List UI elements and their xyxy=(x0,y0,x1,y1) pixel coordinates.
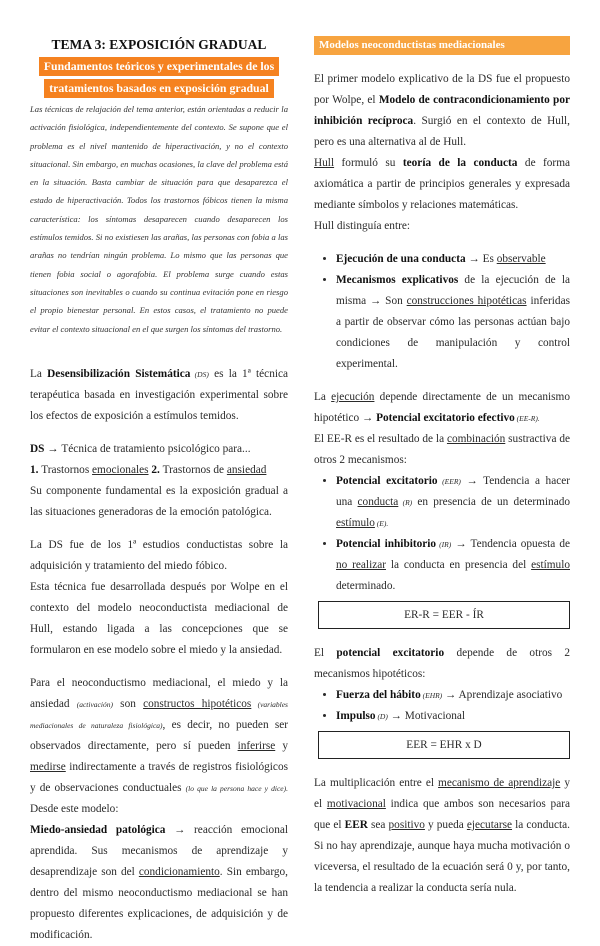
text-run: depende directamente de un mecanismo hipotético → xyxy=(314,391,570,424)
text-run: Para el neoconductismo mediacional, el miedo y la ansiedad xyxy=(30,676,288,710)
underlined-text: constructos hipotéticos xyxy=(143,697,252,710)
text-run: son xyxy=(112,697,144,710)
underlined-text: positivo xyxy=(388,819,425,831)
text-run: La DS fue de los 1ª estudios conductistas sobre la adquisición y tratamiento del miedo fóbico. xyxy=(30,538,288,572)
bold-text: 2. xyxy=(151,463,163,476)
text-run: → Es xyxy=(465,253,497,265)
underlined-text: estímulo xyxy=(531,559,570,571)
text-run: de la ejecución de la misma → Son xyxy=(336,274,571,307)
bold-text: 1. xyxy=(30,463,42,476)
intro-paragraph xyxy=(30,100,288,338)
potential-list xyxy=(314,471,570,597)
text-run: y pueda xyxy=(424,819,467,831)
annotation-text: (lo que la persona hace y dice). xyxy=(185,783,288,793)
bold-text: potencial excitatorio xyxy=(336,647,445,659)
text-run: formuló su xyxy=(334,157,403,169)
formula-box-2: EER = EHR x D xyxy=(318,731,570,759)
underlined-text: inferirse xyxy=(237,739,276,752)
ds-component xyxy=(30,481,288,523)
text-run: Trastornos xyxy=(41,463,93,476)
text-run: El primer modelo explicativo de la DS fue el propuesto por Wolpe, el xyxy=(314,73,570,106)
underlined-text: observable xyxy=(496,253,546,265)
text-run: La xyxy=(314,391,332,403)
excitatory-paragraph xyxy=(314,643,570,685)
text-run: y el xyxy=(314,777,570,810)
execution-paragraph xyxy=(314,387,570,471)
text-run: Las técnicas de relajación del tema anterior, están orientadas a reducir la activación fisiológica, independientemente del contexto. Se supone que el problema es el nivel mantenido de hiperactivación, y no el contexto situacional. Sin embargo, en muchas ocasiones, la clave del problema está en la situación. Basta cambiar de situación para que desaparezca el estado de hiperactivación. Todos los trastornos fóbicos tienen la misma característica: los síntomas desaparecen cuando desaparecen los estímulos temidos. Si no existiesen las arañas, las personas con fobia a las arañas no tendrían ningún problema. Lo mismo que las personas que tienen fobia social o agorafobia. El problema surge cuando estas situaciones son inevitables o cuando su continua evitación pone en riesgo el propio bienestar personal. En estos casos, el tratamiento no puede evitar el contexto situacional en el que surgen los síntomas del trastorno. xyxy=(30,104,288,334)
text-run: El EE-R es el resultado de la xyxy=(314,433,447,445)
text-run: → Aprendizaje asociativo xyxy=(442,689,563,701)
text-run: es la 1ª técnica terapéutica basada en investigación experimental sobre los efectos de exposición a estímulos temidos. xyxy=(30,367,289,422)
text-run: La multiplicación entre el xyxy=(314,777,439,789)
bold-text: teoría de la conducta xyxy=(402,157,518,169)
list-item xyxy=(336,471,570,534)
bold-text: Fuerza del hábito xyxy=(336,689,421,701)
list-item xyxy=(336,706,570,727)
annotation-text: (EER) xyxy=(437,477,461,486)
text-run: Hull distinguía entre: xyxy=(314,220,411,232)
text-run: sea xyxy=(367,819,389,831)
underlined-text: medirse xyxy=(30,760,66,773)
ds-definition xyxy=(30,364,288,427)
underlined-text: estímulo xyxy=(336,517,375,529)
underlined-text: no realizar xyxy=(336,559,386,571)
hull-list xyxy=(314,249,570,375)
text-run: Técnica de tratamiento psicológico para... xyxy=(61,442,251,455)
annotation-text: (EHR) xyxy=(420,691,443,700)
bold-text: Potencial excitatorio efectivo xyxy=(376,412,515,424)
section-banner-1: Fundamentos teóricos y experimentales de los xyxy=(39,57,279,76)
habit-list xyxy=(314,685,570,727)
text-run: El xyxy=(314,647,337,659)
annotation-text: (E). xyxy=(374,519,389,528)
text-run: → Tendencia opuesta de xyxy=(451,538,570,550)
annotation-text: (variables mediacionales de naturaleza fisiológica) xyxy=(30,699,288,730)
annotation-text: (activación) xyxy=(76,699,113,709)
neoconductism-paragraph xyxy=(30,673,288,946)
text-run: . Surgió en el contexto de Hull, pero es una alternativa al de Hull. xyxy=(314,115,570,148)
text-run: determinado. xyxy=(336,580,396,592)
text-run: la conducta en presencia del xyxy=(386,559,532,571)
bold-text: Modelo de contracondicionamiento por inhibición recíproca xyxy=(314,94,570,127)
bullet-list xyxy=(314,471,570,597)
bold-text: Potencial excitatorio xyxy=(336,475,438,487)
text-run: . Sin embargo, dentro del mismo neoconductismo mediacional se han propuesto diferentes explicaciones, de adquisición y de modificación. xyxy=(30,865,288,941)
text-run: indirectamente a través de registros fisiológicos y de observaciones conductuales xyxy=(30,760,288,794)
right-column xyxy=(314,36,570,899)
bold-text: DS → xyxy=(30,442,62,455)
underlined-text: ejecución xyxy=(331,391,375,403)
bold-text: Impulso xyxy=(336,710,376,722)
annotation-text: (EE-R). xyxy=(514,414,540,423)
text-run: inferidas a partir de observar cómo las personas actúan bajo condiciones de manipulación y control experimental. xyxy=(336,295,570,370)
text-run: la conducta. Si no hay aprendizaje, aunque haya mucha motivación o viceversa, el resultado de la ecuación será 0 y, por tanto, la tendencia a realizar la conducta sería nula. xyxy=(314,819,570,894)
text-run: sustractiva de otros 2 mecanismos: xyxy=(314,433,570,466)
text-run: Esta técnica fue desarrollada después por Wolpe en el contexto del modelo neoconductista mediacional de Hull, estando ligada a las concepciones que se formularon en ese modelo sobre el miedo y la ansiedad. xyxy=(30,580,288,656)
underlined-text: ansiedad xyxy=(226,463,267,476)
ds-purpose xyxy=(30,439,288,460)
bold-text: Desensibilización Sistemática xyxy=(47,367,191,380)
text-run: → reacción emocional aprendida. Sus mecanismos de aprendizaje y desaprendizaje son del xyxy=(30,823,288,878)
bold-text: EER xyxy=(344,819,368,831)
underlined-text: conducta xyxy=(357,496,399,508)
annotation-text: (D) xyxy=(375,712,388,721)
underlined-text: condicionamiento xyxy=(138,865,220,878)
page-title: TEMA 3: EXPOSICIÓN GRADUAL xyxy=(51,37,267,52)
text-run: , es decir, no pueden ser observados directamente, pero sí pueden xyxy=(30,718,288,752)
text-run: y xyxy=(275,739,288,752)
underlined-text: mecanismo de aprendizaje xyxy=(438,777,561,789)
bold-text: Mecanismos explicativos xyxy=(336,274,459,286)
list-item xyxy=(336,685,570,706)
formula-box-1: ER-R = EER - ÍR xyxy=(318,601,570,629)
section-banner-right: Modelos neoconductistas mediacionales xyxy=(314,36,570,55)
wolpe-hull-paragraph xyxy=(314,69,570,237)
bold-text: Miedo-ansiedad patológica xyxy=(30,823,166,836)
underlined-text: combinación xyxy=(446,433,506,445)
text-run: de forma axiomática a partir de principios generales y expresada mediante símbolos y relaciones matemáticas. xyxy=(314,157,570,211)
list-item xyxy=(336,534,570,597)
text-run: La xyxy=(30,367,48,380)
annotation-text: (R) xyxy=(398,498,413,507)
ds-history xyxy=(30,535,288,661)
bullet-list xyxy=(314,249,570,375)
text-run: indica que ambos son necesarios para que el xyxy=(314,798,570,831)
multiplication-paragraph xyxy=(314,773,570,899)
annotation-text: (DS) xyxy=(190,369,209,379)
underlined-text: ejecutarse xyxy=(466,819,513,831)
text-run: → Motivacional xyxy=(387,710,466,722)
ds-disorders xyxy=(30,460,288,481)
bold-text: Potencial inhibitorio xyxy=(336,538,437,550)
underlined-text: motivacional xyxy=(326,798,386,810)
text-run: Trastornos de xyxy=(162,463,227,476)
text-run: depende de otros 2 mecanismos hipotéticos: xyxy=(314,647,570,680)
annotation-text: (IR) xyxy=(436,540,452,549)
underlined-text: construcciones hipotéticas xyxy=(406,295,527,307)
bullet-list xyxy=(314,685,570,727)
section-banner-2: tratamientos basados en exposición gradual xyxy=(44,79,274,98)
list-item xyxy=(336,249,570,270)
underlined-text: emocionales xyxy=(92,463,149,476)
list-item xyxy=(336,270,570,375)
bold-text: Ejecución de una conducta xyxy=(336,253,466,265)
left-column xyxy=(30,36,288,946)
text-run: Su componente fundamental es la exposición gradual a las situaciones generadoras de la emoción patológica. xyxy=(30,484,288,518)
underlined-text: Hull xyxy=(314,157,335,169)
text-run: Desde este modelo: xyxy=(30,802,119,815)
text-run: → Tendencia a hacer una xyxy=(336,475,570,508)
text-run: en presencia de un determinado xyxy=(412,496,571,508)
